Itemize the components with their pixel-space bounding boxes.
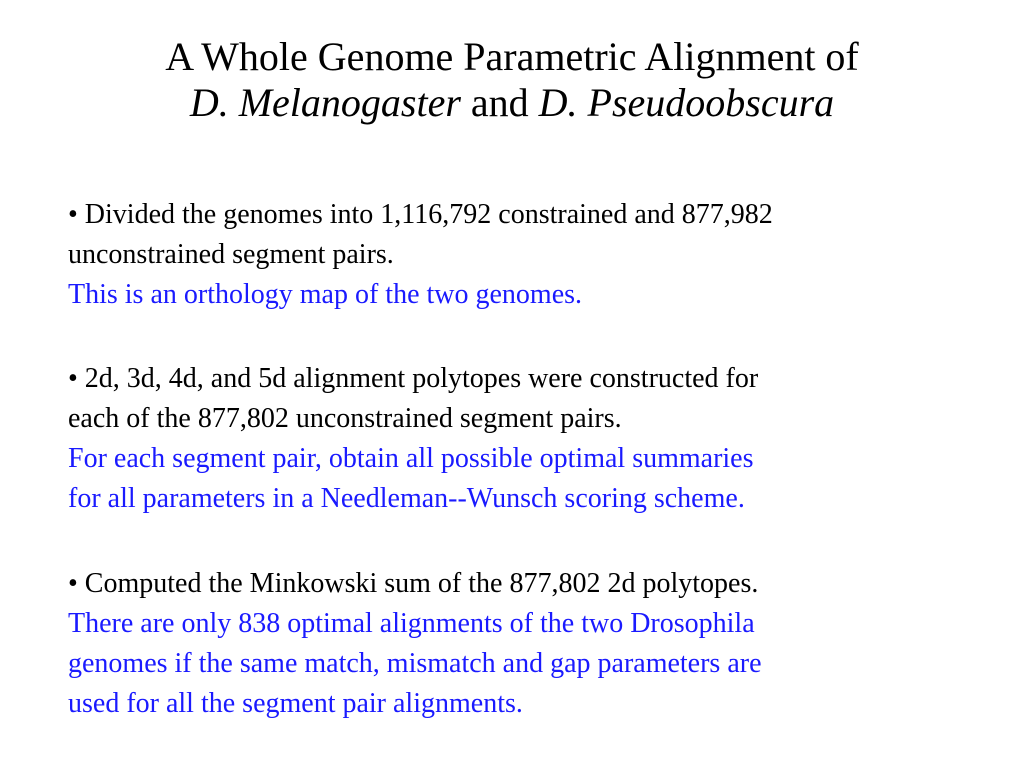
bullet-3-note-line-3: used for all the segment pair alignments.	[68, 688, 523, 719]
bullet-2	[68, 359, 988, 519]
bullet-3-note-line-1: There are only 838 optimal alignments of the two Drosophila	[68, 608, 755, 639]
bullet-1-text-line-2: unconstrained segment pairs.	[68, 239, 394, 270]
title-line-1: A Whole Genome Parametric Alignment of	[165, 34, 859, 79]
slide-title	[0, 34, 1024, 126]
species-name-1: D. Melanogaster	[189, 80, 461, 125]
species-name-2: D. Pseudoobscura	[538, 80, 835, 125]
bullet-2-text-line-2: each of the 877,802 unconstrained segment pairs.	[68, 403, 622, 434]
bullet-2-note-line-2: for all parameters in a Needleman--Wunsch scoring scheme.	[68, 483, 745, 514]
title-line-2	[0, 80, 1024, 126]
bullet-3	[68, 564, 988, 724]
bullet-3-note-line-2: genomes if the same match, mismatch and gap parameters are	[68, 648, 762, 679]
title-conjunction: and	[460, 80, 539, 125]
bullet-1	[68, 195, 988, 315]
bullet-2-note-line-1: For each segment pair, obtain all possible optimal summaries	[68, 443, 754, 474]
bullet-1-note-line-1: This is an orthology map of the two genomes.	[68, 279, 583, 310]
bullet-3-text-line-1: • Computed the Minkowski sum of the 877,802 2d polytopes.	[68, 568, 759, 599]
bullet-2-text-line-1: • 2d, 3d, 4d, and 5d alignment polytopes were constructed for	[68, 363, 759, 394]
bullet-1-text-line-1: • Divided the genomes into 1,116,792 constrained and 877,982	[68, 199, 773, 230]
